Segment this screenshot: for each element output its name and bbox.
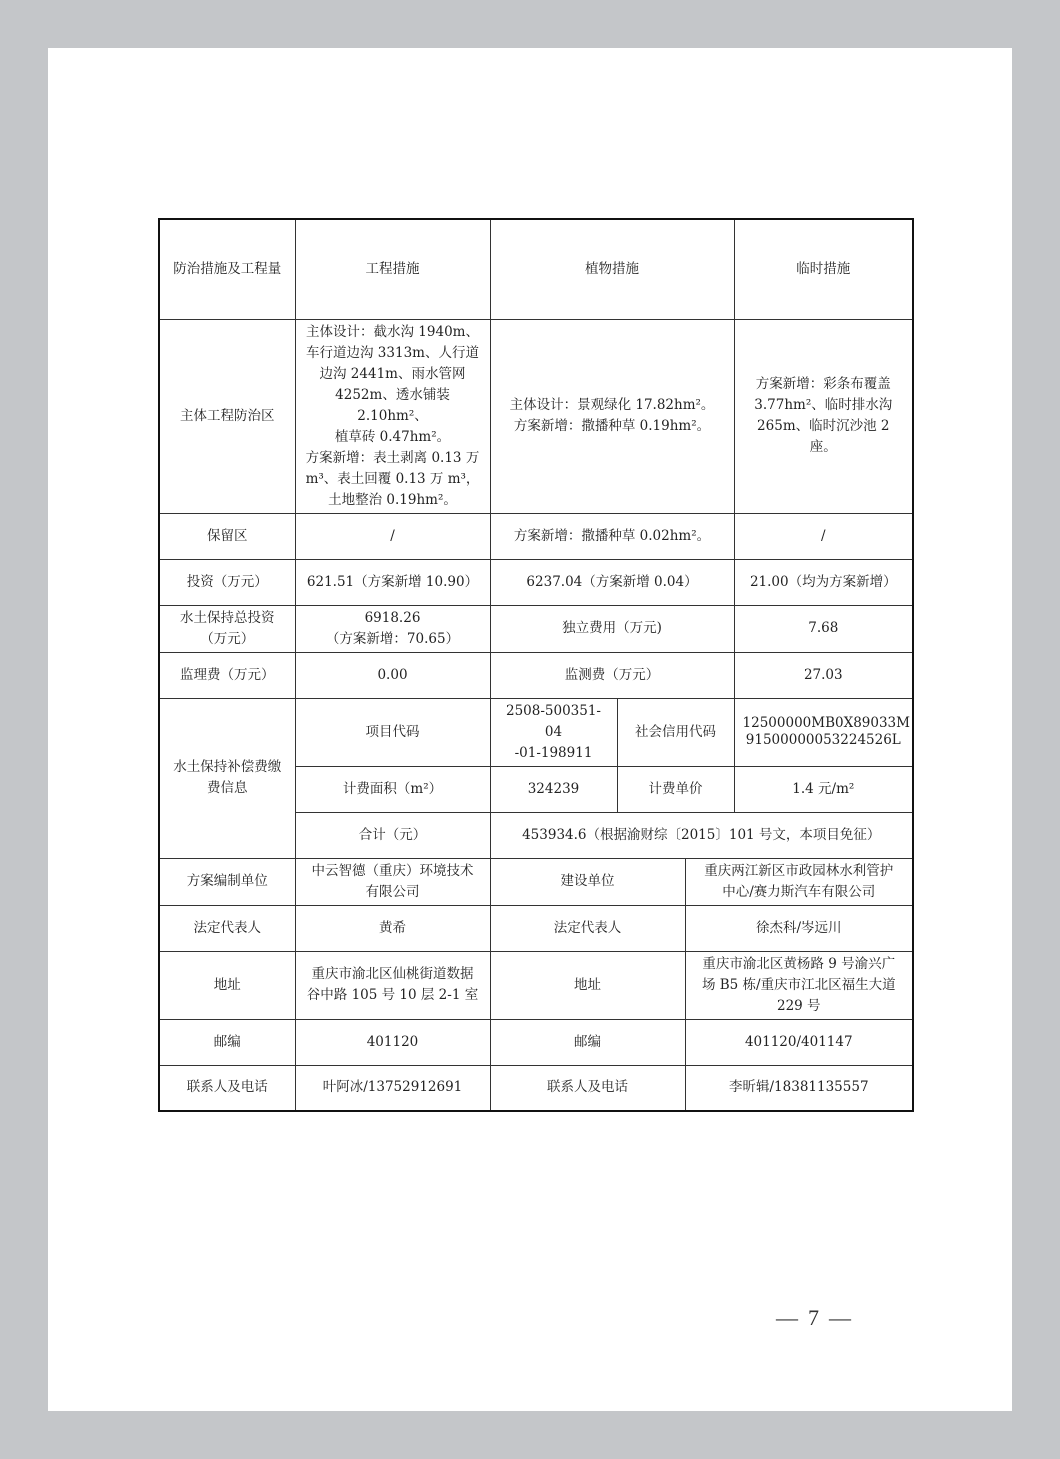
compensation-code-row — [159, 698, 913, 766]
value-line: 中云智德（重庆）环境技术 — [311, 862, 474, 879]
text-line: 主体设计：截水沟 1940m、 — [306, 323, 479, 340]
legal-rep-label: 法定代表人 — [159, 905, 295, 951]
builder-postcode-label: 邮编 — [490, 1019, 685, 1065]
label-line: （万元） — [200, 630, 255, 647]
page-number-dash-left: — — [776, 1305, 800, 1330]
main-zone-plant — [490, 319, 734, 513]
supervision-label: 监理费（万元） — [159, 652, 295, 698]
header-engineering: 工程措施 — [295, 219, 490, 319]
investment-temporary: 21.00（均为方案新增） — [734, 559, 913, 605]
compiler-contact: 叶阿冰/13752912691 — [295, 1065, 490, 1111]
value-line: 重庆市渝北区仙桃街道数据 — [311, 966, 474, 982]
builder-legal-rep: 徐杰科/岑远川 — [685, 905, 913, 951]
supervision-row — [159, 652, 913, 698]
reserve-zone-label: 保留区 — [159, 513, 295, 559]
builder-legal-rep-label: 法定代表人 — [490, 905, 685, 951]
credit-code-value — [734, 698, 913, 766]
text-line: 265m、临时沉沙池 2 座。 — [757, 418, 890, 455]
supervision-value: 0.00 — [295, 652, 490, 698]
compiler-unit-label: 方案编制单位 — [159, 858, 295, 905]
builder-contact: 李昕辑/18381135557 — [685, 1065, 913, 1111]
value-line: 中心/赛力斯汽车有限公司 — [722, 883, 876, 900]
document-page — [48, 48, 1012, 1411]
text-line: 主体设计：景观绿化 17.82hm²。 — [509, 397, 715, 413]
investment-row — [159, 559, 913, 605]
independent-cost-label: 独立费用（万元) — [490, 605, 734, 652]
billing-area-value: 324239 — [490, 766, 617, 812]
main-zone-temporary — [734, 319, 913, 513]
value-line: 谷中路 105 号 10 层 2-1 室 — [306, 987, 479, 1003]
compiler-address — [295, 951, 490, 1019]
value-line: 229 号 — [776, 997, 821, 1014]
value-line: 2508-500351-04 — [505, 702, 601, 740]
builder-postcode: 401120/401147 — [685, 1019, 913, 1065]
text-line: 方案新增：表土剥离 0.13 万 — [305, 449, 480, 466]
investment-label: 投资（万元） — [159, 559, 295, 605]
main-zone-engineering — [295, 319, 490, 513]
main-zone-label: 主体工程防治区 — [159, 319, 295, 513]
text-line: m³、表土回覆 0.13 万 m³， — [305, 470, 480, 487]
compiler-unit-value — [295, 858, 490, 905]
project-code-label: 项目代码 — [295, 698, 490, 766]
project-summary-table — [158, 218, 914, 1112]
reserve-zone-row — [159, 513, 913, 559]
builder-unit-label: 建设单位 — [490, 858, 685, 905]
header-temporary: 临时措施 — [734, 219, 913, 319]
label-line: 水土保持总投资 — [180, 609, 275, 626]
value-line: 有限公司 — [365, 883, 420, 900]
text-line: 方案新增：撒播种草 0.19hm²。 — [513, 418, 711, 434]
label-line: 费信息 — [207, 780, 248, 796]
contact-row — [159, 1065, 913, 1111]
page-number — [776, 1305, 853, 1331]
header-row — [159, 219, 913, 319]
text-line: 植草砖 0.47hm²。 — [334, 428, 451, 445]
reserve-zone-plant: 方案新增：撒播种草 0.02hm²。 — [490, 513, 734, 559]
credit-code-label: 社会信用代码 — [617, 698, 734, 766]
text-line: 3.77hm²、临时排水沟 — [754, 397, 893, 413]
contact-label: 联系人及电话 — [159, 1065, 295, 1111]
text-line: 边沟 2441m、雨水管网 — [319, 365, 466, 382]
compiler-legal-rep: 黄希 — [295, 905, 490, 951]
value-line: -01-198911 — [514, 744, 593, 761]
header-measures-label: 防治措施及工程量 — [159, 219, 295, 319]
text-line: 土地整治 0.19hm²。 — [328, 491, 457, 508]
value-line: （方案新增：70.65） — [325, 630, 460, 647]
builder-address-label: 地址 — [490, 951, 685, 1019]
units-row — [159, 858, 913, 905]
postcode-label: 邮编 — [159, 1019, 295, 1065]
compiler-postcode: 401120 — [295, 1019, 490, 1065]
builder-contact-label: 联系人及电话 — [490, 1065, 685, 1111]
total-fee-label: 合计（元） — [295, 812, 490, 858]
independent-cost-value: 7.68 — [734, 605, 913, 652]
text-line: 车行道边沟 3313m、人行道 — [306, 344, 479, 361]
monitoring-label: 监测费（万元） — [490, 652, 734, 698]
total-investment-value — [295, 605, 490, 652]
main-zone-row — [159, 319, 913, 513]
total-fee-value: 453934.6（根据渝财综〔2015〕101 号文，本项目免征） — [490, 812, 913, 858]
builder-unit-value — [685, 858, 913, 905]
value-line: 91500000053224526L — [745, 732, 901, 748]
label-line: 水土保持补偿费缴 — [173, 759, 282, 775]
text-line: 方案新增：彩条布覆盖 — [755, 376, 891, 392]
project-code-value — [490, 698, 617, 766]
address-row — [159, 951, 913, 1019]
total-investment-label — [159, 605, 295, 652]
header-plant: 植物措施 — [490, 219, 734, 319]
reserve-zone-engineering: / — [295, 513, 490, 559]
investment-plant: 6237.04（方案新增 0.04） — [490, 559, 734, 605]
total-investment-row — [159, 605, 913, 652]
legal-rep-row — [159, 905, 913, 951]
text-line: 4252m、透水铺装 2.10hm²、 — [335, 386, 450, 424]
value-line: 重庆两江新区市政园林水利管护 — [704, 862, 894, 879]
value-line: 重庆市渝北区黄杨路 9 号渝兴广 — [702, 955, 896, 972]
compensation-label — [159, 698, 295, 858]
page-number-value: 7 — [808, 1305, 821, 1330]
reserve-zone-temporary: / — [734, 513, 913, 559]
builder-address — [685, 951, 913, 1019]
investment-engineering: 621.51（方案新增 10.90） — [295, 559, 490, 605]
monitoring-value: 27.03 — [734, 652, 913, 698]
billing-area-label: 计费面积（m²） — [295, 766, 490, 812]
value-line: 6918.26 — [364, 609, 421, 626]
unit-price-label: 计费单价 — [617, 766, 734, 812]
value-line: 12500000MB0X89033M — [742, 715, 910, 731]
postcode-row — [159, 1019, 913, 1065]
unit-price-value: 1.4 元/m² — [734, 766, 913, 812]
address-label: 地址 — [159, 951, 295, 1019]
page-number-dash-right: — — [829, 1305, 853, 1330]
value-line: 场 B5 栋/重庆市江北区福生大道 — [701, 976, 896, 993]
